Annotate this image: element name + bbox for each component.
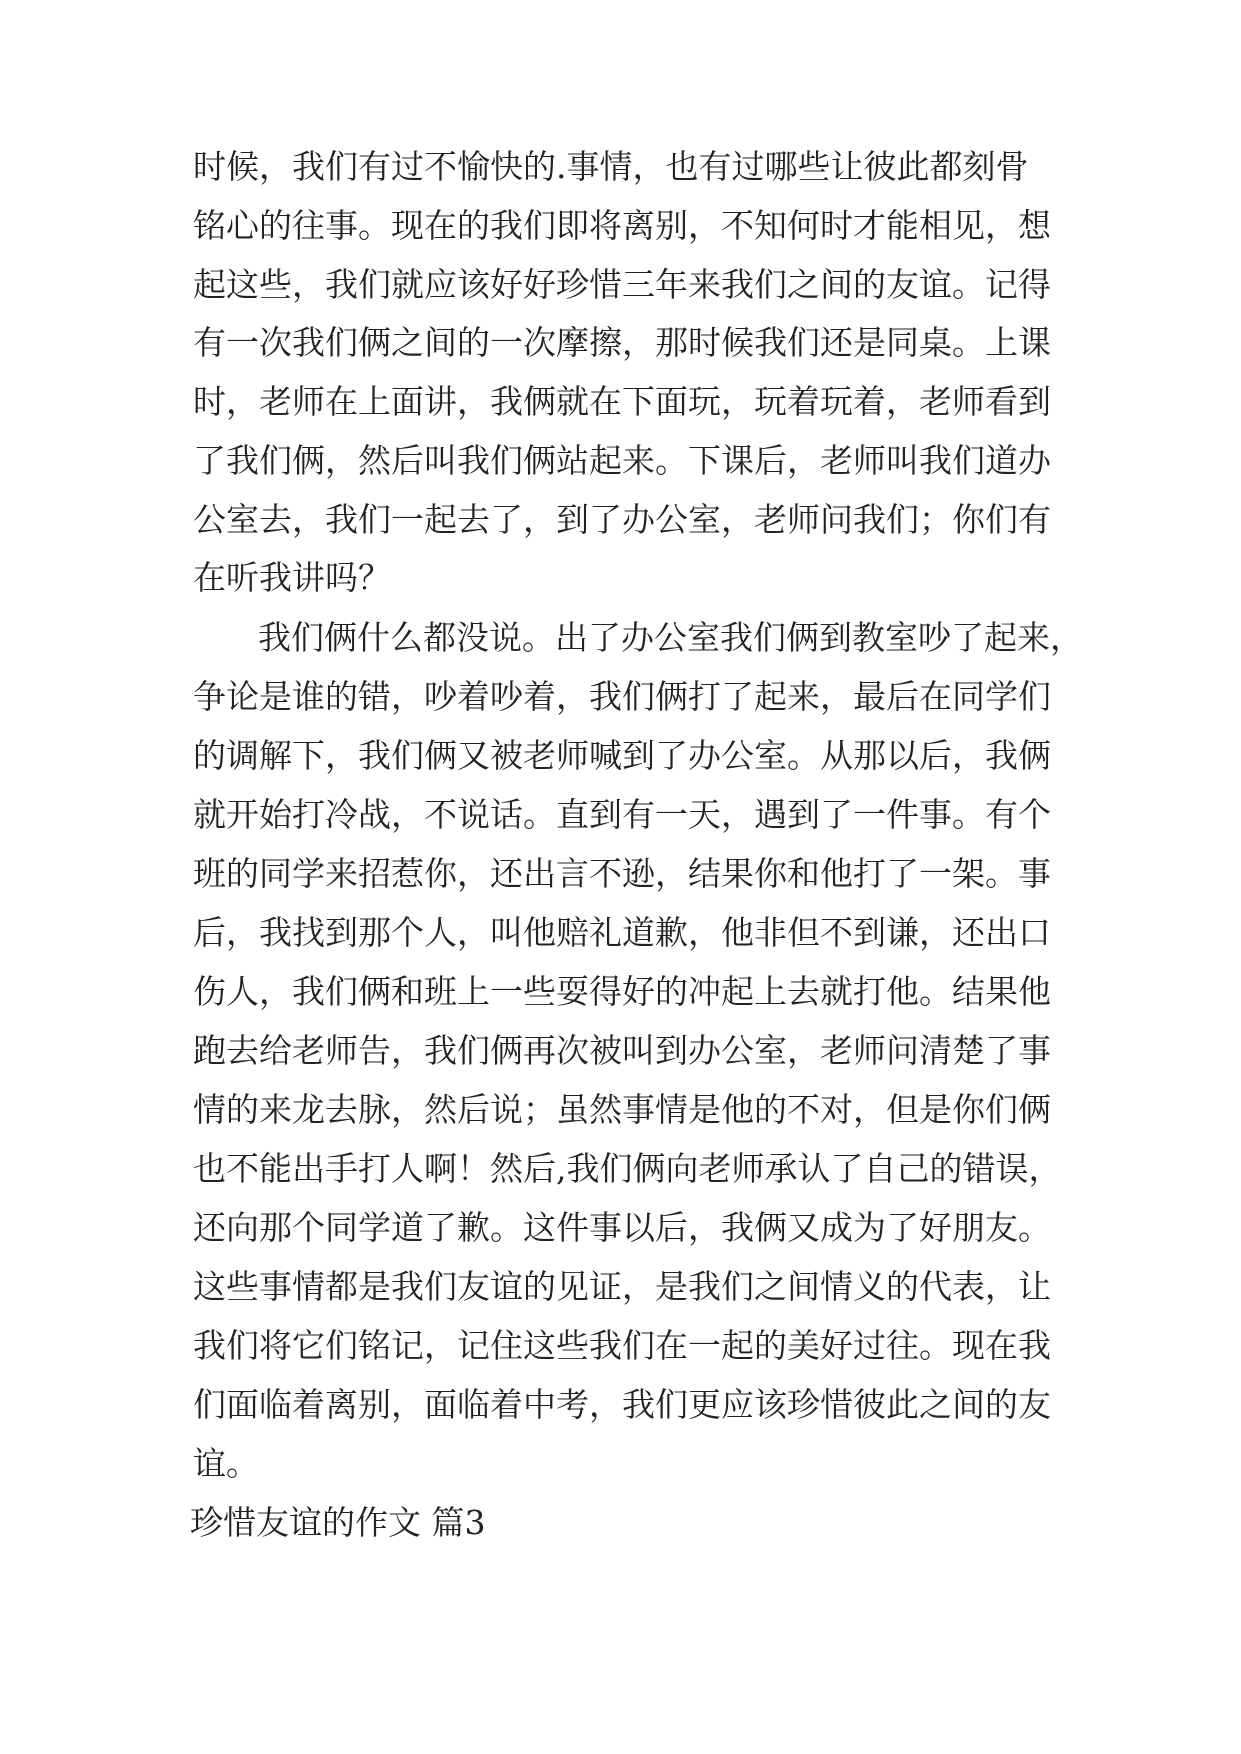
paragraph-line: 有一次我们俩之间的一次摩擦，那时候我们还是同桌。上课 — [193, 323, 1051, 362]
paragraph-line: 时，老师在上面讲，我俩就在下面玩，玩着玩着，老师看到 — [193, 382, 1051, 421]
paragraph-line: 情的来龙去脉，然后说；虽然事情是他的不对，但是你们俩 — [193, 1090, 1051, 1129]
paragraph-line: 了我们俩，然后叫我们俩站起来。下课后，老师叫我们道办 — [193, 441, 1051, 480]
paragraph-line: 这些事情都是我们友谊的见证，是我们之间情义的代表，让 — [193, 1267, 1051, 1306]
section-heading: 珍惜友谊的作文 篇3 — [190, 1503, 486, 1542]
paragraph-line: 铭心的往事。现在的我们即将离别，不知何时才能相见，想 — [193, 206, 1051, 245]
paragraph-line: 后，我找到那个人，叫他赔礼道歉，他非但不到谦，还出口 — [193, 913, 1051, 952]
paragraph-line: 公室去，我们一起去了，到了办公室，老师问我们；你们有 — [193, 500, 1051, 539]
paragraph-line: 我们俩什么都没说。出了办公室我们俩到教室吵了起来， — [258, 618, 1083, 657]
paragraph-line: 起这些，我们就应该好好珍惜三年来我们之间的友谊。记得 — [193, 265, 1051, 304]
paragraph-line: 的调解下，我们俩又被老师喊到了办公室。从那以后，我俩 — [193, 736, 1051, 775]
paragraph-line: 跑去给老师告，我们俩再次被叫到办公室，老师问清楚了事 — [193, 1031, 1051, 1070]
paragraph-line: 们面临着离别，面临着中考，我们更应该珍惜彼此之间的友 — [193, 1385, 1051, 1424]
paragraph-line: 在听我讲吗？ — [193, 558, 391, 597]
paragraph-line: 伤人，我们俩和班上一些耍得好的冲起上去就打他。结果他 — [193, 972, 1051, 1011]
paragraph-line: 还向那个同学道了歉。这件事以后，我俩又成为了好朋友。 — [193, 1208, 1051, 1247]
paragraph-line: 我们将它们铭记，记住这些我们在一起的美好过往。现在我 — [193, 1326, 1051, 1365]
paragraph-line: 就开始打冷战，不说话。直到有一天，遇到了一件事。有个 — [193, 795, 1051, 834]
paragraph-line: 谊。 — [193, 1444, 259, 1483]
paragraph-line: 争论是谁的错，吵着吵着，我们俩打了起来，最后在同学们 — [193, 677, 1051, 716]
paragraph-line: 也不能出手打人啊！然后,我们俩向老师承认了自己的错误， — [193, 1149, 1062, 1188]
paragraph-line: 班的同学来招惹你，还出言不逊，结果你和他打了一架。事 — [193, 854, 1051, 893]
paragraph-line: 时候，我们有过不愉快的.事情，也有过哪些让彼此都刻骨 — [193, 147, 1029, 186]
